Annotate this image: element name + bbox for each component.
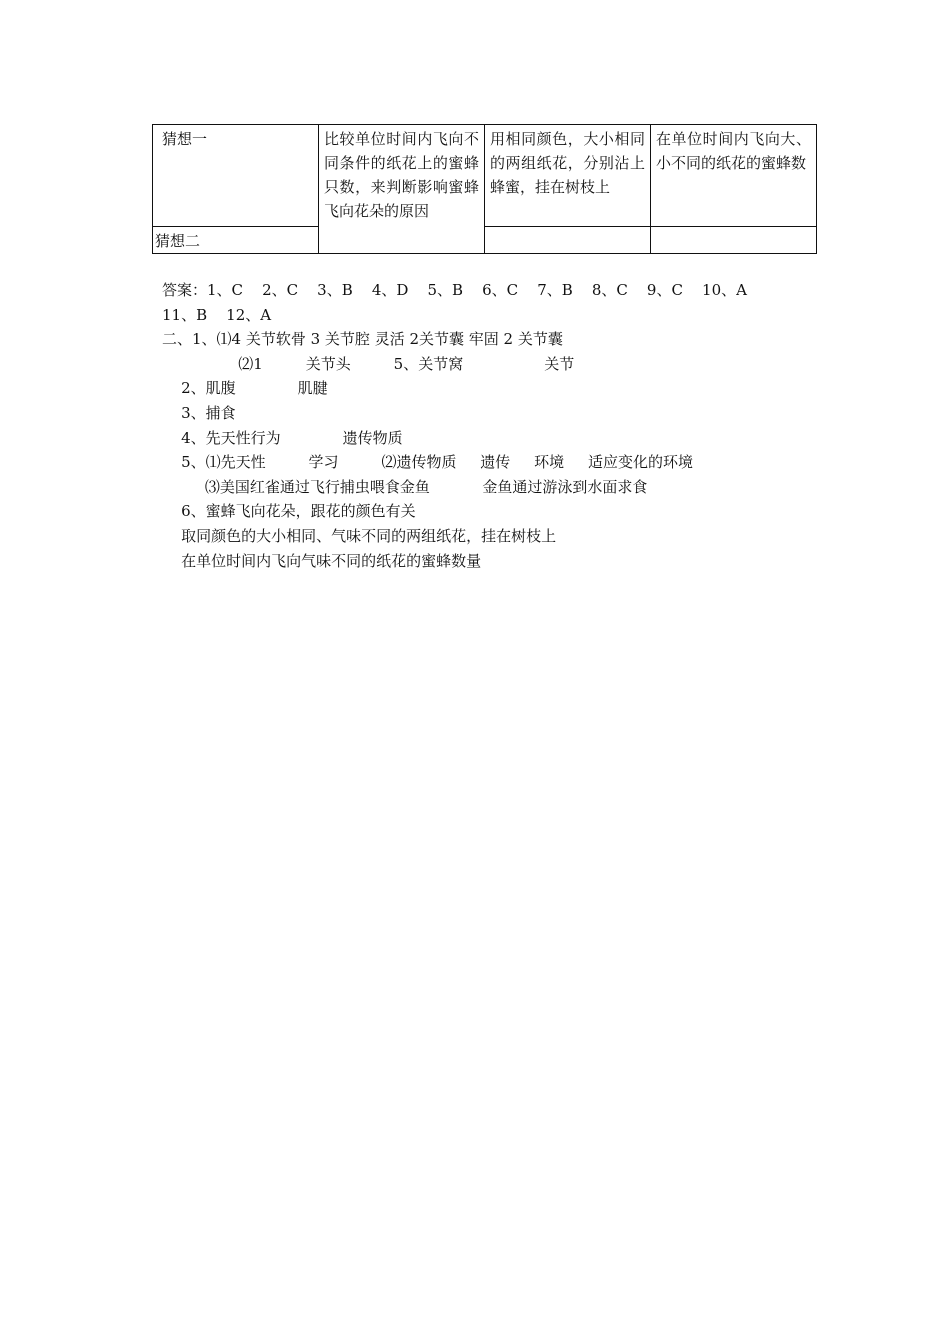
table-row (153, 125, 817, 227)
hypothesis-1-measure: 在单位时间内飞向大、小不同的纸花的蜜蜂数 (651, 125, 817, 227)
answer-line-part2-4: 4、先天性行为 遗传物质 (162, 428, 403, 447)
answer-line-part2-3: 3、捕食 (162, 403, 236, 422)
method-cell: 比较单位时间内飞向不同条件的纸花上的蜜蜂只数，来判断影响蜜蜂飞向花朵的原因 (319, 125, 485, 254)
answer-line-part2-5: 5、⑴先天性 学习 ⑵遗传物质 遗传 环境 适应变化的环境 (162, 453, 693, 472)
hypothesis-2-measure (651, 227, 817, 254)
answer-line-part2-6b: 取同颜色的大小相同、气味不同的两组纸花，挂在树枝上 (162, 526, 557, 545)
hypothesis-2-label: 猜想二 (153, 227, 319, 254)
answer-line-part2-5c: ⑶美国红雀通过飞行捕虫喂食金鱼 金鱼通过游泳到水面求食 (162, 477, 648, 496)
answer-line-part2-6: 6、蜜蜂飞向花朵，跟花的颜色有关 (162, 502, 416, 521)
answer-line-part2-2: 2、肌腹 肌腱 (162, 379, 328, 398)
hypothesis-2-procedure (485, 227, 651, 254)
hypothesis-1-label: 猜想一 (153, 125, 319, 227)
answer-line-part2-1b: ⑵1 关节头 5、关节窝 关节 (162, 354, 575, 373)
answer-line-choice-1: 答案：1、C 2、C 3、B 4、D 5、B 6、C 7、B 8、C 9、C 10、A (162, 281, 747, 299)
answer-section (162, 278, 822, 573)
table-row (153, 227, 817, 254)
hypothesis-1-procedure: 用相同颜色，大小相同的两组纸花，分别沾上蜂蜜，挂在树枝上 (485, 125, 651, 227)
hypothesis-table (152, 124, 817, 254)
answer-line-part2-6c: 在单位时间内飞向气味不同的纸花的蜜蜂数量 (162, 551, 482, 570)
answer-line-part2-1: 二、1、⑴4 关节软骨 3 关节腔 灵活 2关节囊 牢固 2 关节囊 (162, 330, 563, 349)
answer-line-choice-2: 11、B 12、A (162, 305, 272, 324)
